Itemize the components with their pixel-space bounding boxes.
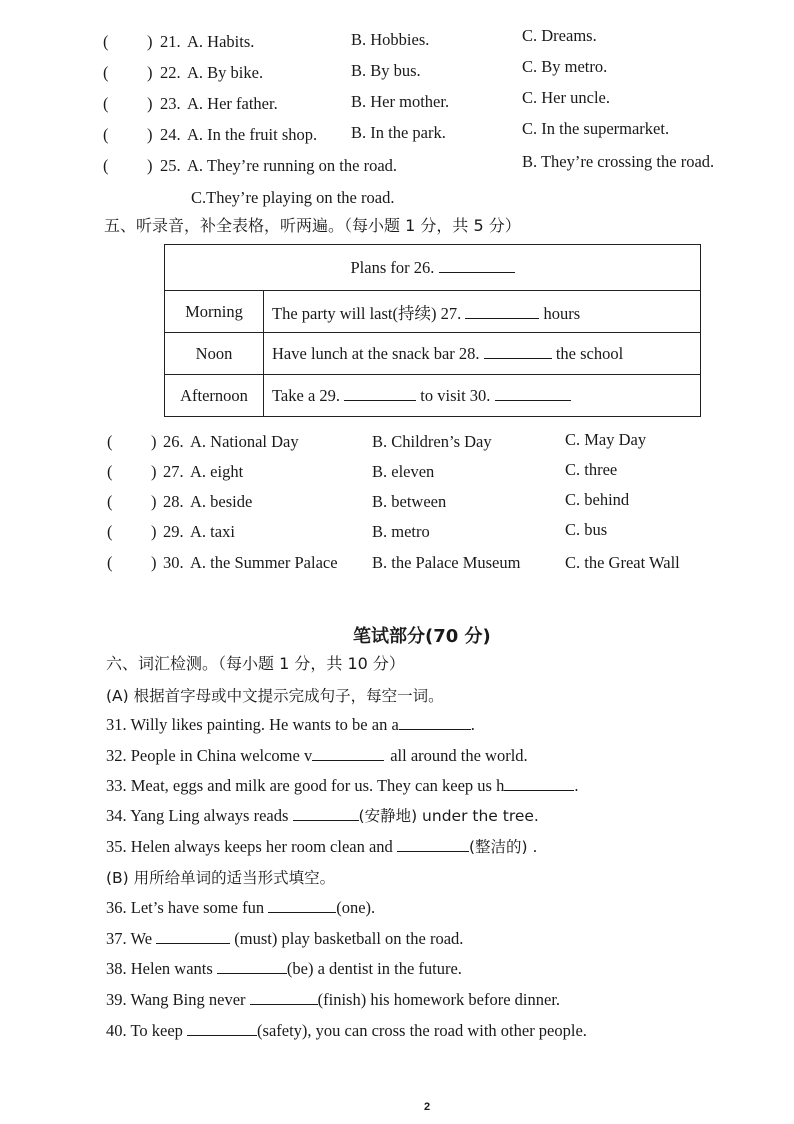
page-number: 2	[424, 1101, 431, 1113]
item-33: 33. Meat, eggs and milk are good for us. They can keep us h .	[106, 776, 579, 795]
question-number: 29.	[163, 522, 184, 541]
row-value-morning: The party will last(持续) 27. hours	[264, 291, 701, 333]
option-a: A. taxi	[190, 522, 235, 541]
plans-table-title: Plans for 26.	[165, 245, 701, 291]
option-b: B. Her mother.	[351, 92, 450, 111]
option-a: A. By bike.	[187, 63, 264, 82]
option-c: C. bus	[565, 520, 608, 539]
question-number: 27.	[163, 462, 184, 481]
row-label-morning: Morning	[165, 291, 264, 333]
option-a: A. beside	[190, 492, 253, 511]
option-c: C. By metro.	[522, 57, 608, 76]
option-c: C. Her uncle.	[522, 88, 610, 107]
option-c: C. the Great Wall	[565, 553, 680, 572]
option-c: C. In the supermarket.	[522, 119, 670, 138]
option-b: B. By bus.	[351, 61, 421, 80]
option-a: A. the Summer Palace	[190, 553, 338, 572]
blank-39[interactable]	[250, 989, 318, 1005]
item-32: 32. People in China welcome v all around the world.	[106, 746, 528, 765]
written-part-title: 笔试部分(70 分)	[353, 626, 491, 647]
row-value-noon: Have lunch at the snack bar 28. the school	[264, 333, 701, 375]
option-b: B. eleven	[372, 462, 435, 481]
blank-38[interactable]	[217, 958, 287, 974]
option-b: B. In the park.	[351, 123, 446, 142]
blank-34[interactable]	[293, 805, 359, 821]
item-34: 34. Yang Ling always reads (安静地) under the tree.	[106, 806, 539, 825]
option-b: B. Children’s Day	[372, 432, 492, 451]
blank-26[interactable]	[439, 257, 515, 273]
section-5-heading: 五、听录音，补全表格，听两遍。（每小题 1 分，共 5 分）	[104, 216, 521, 235]
blank-35[interactable]	[397, 836, 469, 852]
option-c: C. behind	[565, 490, 630, 509]
option-c: C. May Day	[565, 430, 647, 449]
section-6-heading: 六、词汇检测。（每小题 1 分，共 10 分）	[106, 654, 405, 673]
blank-40[interactable]	[187, 1020, 257, 1036]
option-b: B. between	[372, 492, 447, 511]
item-36: 36. Let’s have some fun (one).	[106, 898, 376, 917]
section-6-part-a-instruction: (A) 根据首字母或中文提示完成句子，每空一词。	[106, 687, 444, 705]
blank-32[interactable]	[312, 745, 384, 761]
option-a: A. In the fruit shop.	[187, 125, 318, 144]
question-number: 21.	[160, 32, 181, 51]
question-number: 25.	[160, 156, 181, 175]
option-a: A. Habits.	[187, 32, 255, 51]
item-31: 31. Willy likes painting. He wants to be an a .	[106, 715, 475, 734]
question-number: 30.	[163, 553, 184, 572]
option-c: C. Dreams.	[522, 26, 597, 45]
option-b: B. They’re crossing the road.	[522, 152, 715, 171]
blank-28[interactable]	[484, 343, 552, 359]
option-a: A. Her father.	[187, 94, 278, 113]
question-number: 22.	[160, 63, 181, 82]
option-b: B. metro	[372, 522, 430, 541]
item-35: 35. Helen always keeps her room clean and (整洁的) .	[106, 837, 538, 856]
section-6-part-b-instruction: (B) 用所给单词的适当形式填空。	[106, 869, 336, 887]
item-37: 37. We (must) play basketball on the road.	[106, 929, 464, 948]
blank-29[interactable]	[344, 385, 416, 401]
option-a: A. National Day	[190, 432, 299, 451]
plans-table	[164, 244, 701, 417]
blank-31[interactable]	[399, 714, 471, 730]
question-number: 28.	[163, 492, 184, 511]
option-c: C. three	[565, 460, 618, 479]
item-40: 40. To keep (safety), you can cross the road with other people.	[106, 1021, 587, 1040]
question-number: 23.	[160, 94, 181, 113]
row-value-afternoon: Take a 29. to visit 30.	[264, 375, 701, 417]
option-b: B. the Palace Museum	[372, 553, 521, 572]
row-label-afternoon: Afternoon	[165, 375, 264, 417]
item-38: 38. Helen wants (be) a dentist in the future.	[106, 959, 462, 978]
blank-27[interactable]	[465, 303, 539, 319]
option-a: A. They’re running on the road.	[187, 156, 398, 175]
blank-37[interactable]	[156, 928, 230, 944]
option-a: A. eight	[190, 462, 244, 481]
option-c: C.They’re playing on the road.	[191, 188, 395, 207]
blank-30[interactable]	[495, 385, 571, 401]
exam-page: ( ) 21. A. Habits. B. Hobbies. C. Dreams. ( ) 22. A. By bike. B. By bus. C. By metro. ( ) 23. A. Her father. B. Her mother. C. Her uncle. ( ) 24. A. In the fruit shop. B. In the park. C. In the supermarket. ( ) 25. A. They’re running on the road. B. They’re crossing the road. C.They’re playing on the road. 五、听录音，补全表格，听两遍。（每小题 1 分，共 5 分） Plans for 26. Morning The party will last(持续) 27. hours Noon Have lunch at the snack bar 28. the school Afternoon Take a 29. to visit 30. ( ) 26. A. National Day B. Children’s Day C. May Day ( ) 27. A. eight B. eleven C. three ( ) 28. A. beside B. between C. behind ( ) 29. A. taxi B. metro C. bus ( ) 30. A. the Summer Palace B. the Palace Museum C. the Great Wall 笔试部分(70 分) 六、词汇检测。（每小题 1 分，共 10 分） (A) 根据首字母或中文提示完成句子，每空一词。 31. Willy likes painting. He wants to be an a . 32. People in China welcome v all around the world. 33. Meat, eggs and milk are good for us. They can keep us h . 34. Yang Ling always reads (安静地) under the tree. 35. Helen always keeps her room clean and (整洁的) . (B) 用所给单词的适当形式填空。 36. Let’s have some fun (one). 37. We (must) play basketball on the road. 38. Helen wants (be) a dentist in the future. 39. Wang Bing never (finish) his homework before dinner. 40. To keep (safety), you can cross the road with other people. 2	[103, 26, 715, 1113]
item-39: 39. Wang Bing never (finish) his homework before dinner.	[106, 990, 561, 1009]
question-number: 26.	[163, 432, 184, 451]
blank-33[interactable]	[504, 775, 574, 791]
blank-36[interactable]	[268, 897, 336, 913]
row-label-noon: Noon	[165, 333, 264, 375]
option-b: B. Hobbies.	[351, 30, 430, 49]
question-number: 24.	[160, 125, 181, 144]
